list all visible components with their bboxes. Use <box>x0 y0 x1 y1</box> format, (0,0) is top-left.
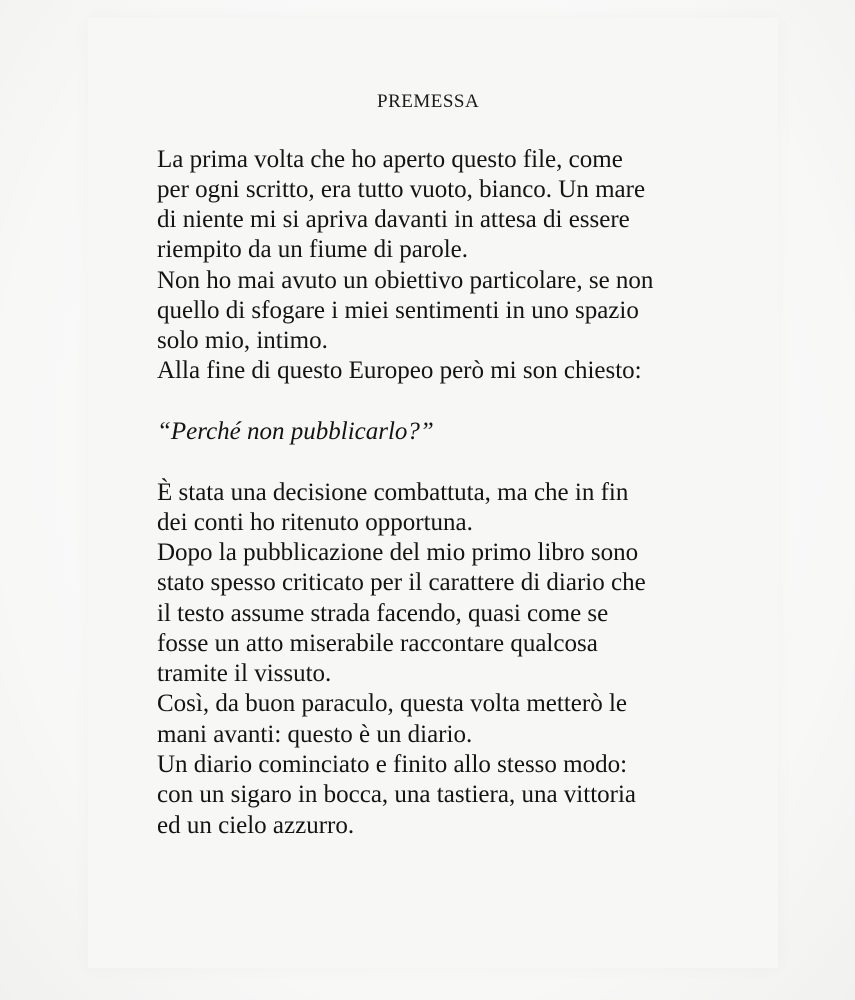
text-line: di niente mi si apriva davanti in attesa di essere <box>157 206 630 233</box>
text-line: ed un cielo azzurro. <box>157 812 355 839</box>
text-line: Non ho mai avuto un obiettivo particolare, se non <box>157 267 654 294</box>
text-line: il testo assume strada facendo, quasi come se <box>157 600 609 627</box>
text-line: È stata una decisione combattuta, ma che in fin <box>157 479 629 506</box>
text-line: La prima volta che ho aperto questo file, come <box>157 146 623 173</box>
text-line: dei conti ho ritenuto opportuna. <box>157 509 473 536</box>
text-line: tramite il vissuto. <box>157 660 332 687</box>
text-line: solo mio, intimo. <box>157 327 328 354</box>
text-line: con un sigaro in bocca, una tastiera, una vittoria <box>157 781 637 808</box>
quote-line: “Perché non pubblicarlo?” <box>157 418 434 445</box>
text-line: Un diario cominciato e finito allo stesso modo: <box>157 751 628 778</box>
text-line: Così, da buon paraculo, questa volta metterò le <box>157 690 628 717</box>
text-line: mani avanti: questo è un diario. <box>157 721 473 748</box>
text-line: quello di sfogare i miei sentimenti in uno spazio <box>157 297 639 324</box>
text-line: Dopo la pubblicazione del mio primo libro sono <box>157 539 639 566</box>
text-line: Alla fine di questo Europeo però mi son chiesto: <box>157 357 642 384</box>
text-line: riempito da un fiume di parole. <box>157 236 469 263</box>
page-title: PREMESSA <box>377 91 480 112</box>
text-line: stato spesso criticato per il carattere di diario che <box>157 569 646 596</box>
text-line: per ogni scritto, era tutto vuoto, bianco. Un mare <box>157 176 646 203</box>
text-line: fosse un atto miserabile raccontare qualcosa <box>157 630 598 657</box>
